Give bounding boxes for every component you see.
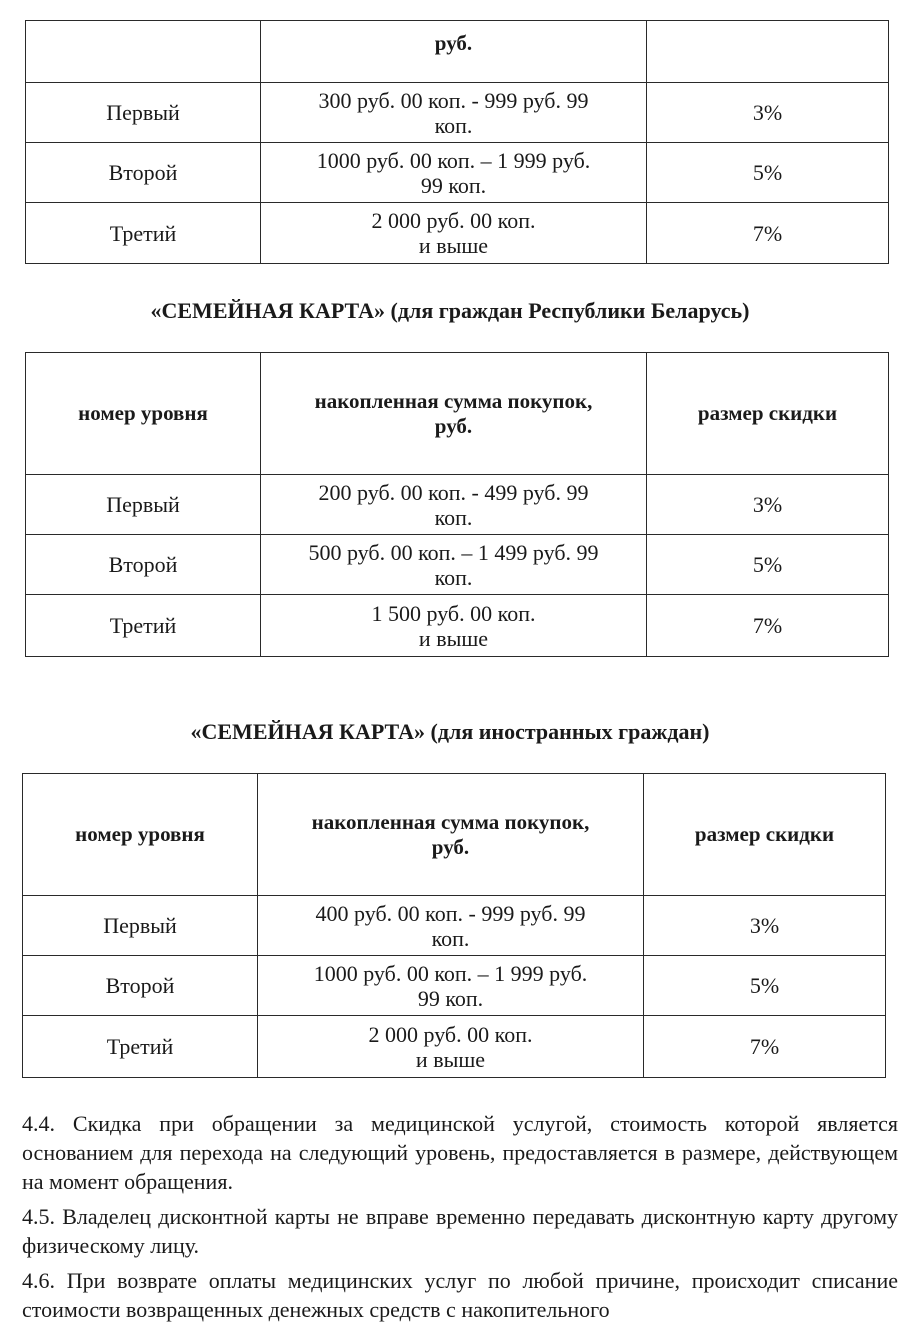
title-sub: (для граждан Республики Беларусь) [390, 298, 750, 323]
level-cell: Первый [23, 896, 258, 956]
table-row [23, 1016, 886, 1078]
title-main: «СЕМЕЙНАЯ КАРТА» [150, 298, 386, 323]
table-row [23, 956, 886, 1016]
header-cell-sum: накопленная сумма покупок, руб. [261, 353, 647, 475]
range-cell: 400 руб. 00 коп. - 999 руб. 99 коп. [258, 896, 644, 956]
table-regular-card-continued [25, 20, 889, 264]
table-header-row [26, 353, 889, 475]
header-cell-discount [647, 21, 889, 83]
paragraph-4-5: 4.5. Владелец дисконтной карты не вправе временно передавать дисконтную карту другому физическому лицу. [22, 1204, 898, 1258]
discount-cell: 7% [647, 203, 889, 264]
title-sub: (для иностранных граждан) [430, 719, 710, 744]
table-family-card-foreign [22, 773, 886, 1078]
table-row [26, 535, 889, 595]
section-title-family-card-belarus [0, 298, 900, 324]
table-header-row [26, 21, 889, 83]
discount-cell: 5% [644, 956, 886, 1016]
discount-cell: 5% [647, 143, 889, 203]
range-cell: 1000 руб. 00 коп. – 1 999 руб. 99 коп. [258, 956, 644, 1016]
table-row [26, 595, 889, 657]
level-cell: Первый [26, 83, 261, 143]
header-cell-discount: размер скидки [647, 353, 889, 475]
header-cell-level: номер уровня [23, 774, 258, 896]
range-cell: 2 000 руб. 00 коп. и выше [261, 203, 647, 264]
range-cell: 2 000 руб. 00 коп. и выше [258, 1016, 644, 1078]
level-cell: Третий [26, 595, 261, 657]
header-cell-discount: размер скидки [644, 774, 886, 896]
paragraph-4-6: 4.6. При возврате оплаты медицинских услуг по любой причине, происходит списание стоимости возвращенных денежных средств с накопительного [22, 1268, 898, 1322]
range-cell: 1 500 руб. 00 коп. и выше [261, 595, 647, 657]
header-cell-level: номер уровня [26, 353, 261, 475]
range-cell: 500 руб. 00 коп. – 1 499 руб. 99 коп. [261, 535, 647, 595]
discount-cell: 3% [644, 896, 886, 956]
table-row [26, 203, 889, 264]
discount-cell: 3% [647, 83, 889, 143]
header-cell-level [26, 21, 261, 83]
range-cell: 1000 руб. 00 коп. – 1 999 руб. 99 коп. [261, 143, 647, 203]
header-sum-tail: руб. [434, 31, 473, 55]
title-main: «СЕМЕЙНАЯ КАРТА» [190, 719, 426, 744]
discount-cell: 7% [647, 595, 889, 657]
table-row [26, 83, 889, 143]
table-family-card-belarus [25, 352, 889, 657]
section-title-family-card-foreign [0, 719, 900, 745]
level-cell: Второй [23, 956, 258, 1016]
level-cell: Третий [26, 203, 261, 264]
discount-cell: 3% [647, 475, 889, 535]
paragraph-4-4: 4.4. Скидка при обращении за медицинской услугой, стоимость которой является основанием для перехода на следующий уровень, предоставляется в размере, действующем на момент обращения. [22, 1111, 898, 1194]
table-row [23, 896, 886, 956]
level-cell: Первый [26, 475, 261, 535]
level-cell: Второй [26, 143, 261, 203]
range-cell: 200 руб. 00 коп. - 499 руб. 99 коп. [261, 475, 647, 535]
discount-cell: 7% [644, 1016, 886, 1078]
level-cell: Третий [23, 1016, 258, 1078]
header-cell-sum: накопленная сумма покупок, руб. [258, 774, 644, 896]
header-cell-sum [261, 21, 647, 83]
table-row [26, 475, 889, 535]
table-header-row [23, 774, 886, 896]
level-cell: Второй [26, 535, 261, 595]
range-cell: 300 руб. 00 коп. - 999 руб. 99 коп. [261, 83, 647, 143]
table-row [26, 143, 889, 203]
discount-cell: 5% [647, 535, 889, 595]
